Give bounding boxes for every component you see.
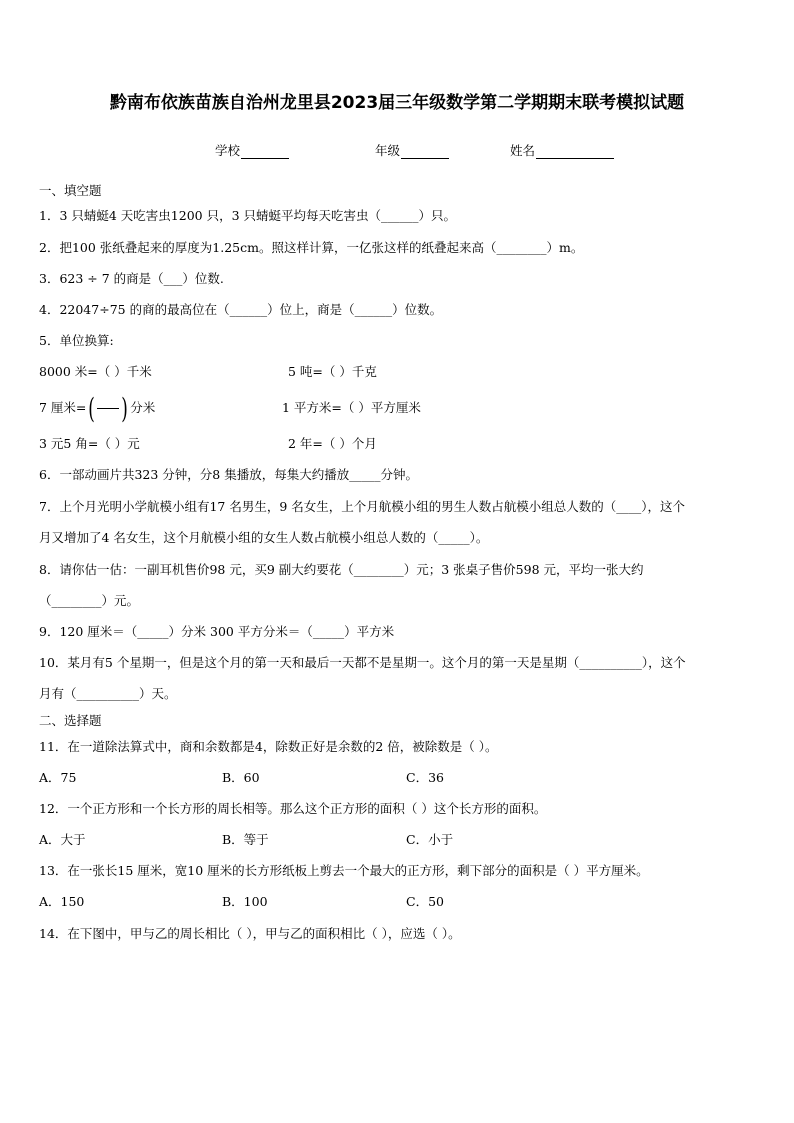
question-5-item-d: 1 平方米=（ ）平方厘米: [282, 400, 421, 415]
question-5-item-c-prefix: 7 厘米=: [39, 400, 87, 415]
section-heading-choice: 二、选择题: [39, 713, 102, 728]
question-5-item-e: 3 元5 角=（ ）元: [39, 436, 140, 451]
question-11-option-a[interactable]: A．75: [39, 770, 77, 785]
fraction-blank[interactable]: ( ): [88, 391, 129, 425]
question-11-option-c[interactable]: C．36: [406, 770, 444, 785]
question-13-option-a[interactable]: A．150: [39, 894, 85, 909]
question-13-option-b[interactable]: B．100: [222, 894, 268, 909]
question-7-line-1: 7．上个月光明小学航模小组有17 名男生，9 名女生，上个月航模小组的男生人数占航模小组总人数的（____），这个: [39, 499, 686, 514]
question-4: 4．22047÷75 的商的最高位在（______）位上，商是（______）位数。: [39, 302, 443, 317]
question-8-line-2: （________）元。: [39, 593, 140, 608]
question-7-line-2: 月又增加了4 名女生，这个月航模小组的女生人数占航模小组总人数的（_____）。: [39, 530, 489, 545]
question-5-item-b: 5 吨=（ ）千克: [288, 364, 377, 379]
question-12-option-b[interactable]: B．等于: [222, 832, 269, 847]
question-13: 13．在一张长15 厘米，宽10 厘米的长方形纸板上剪去一个最大的正方形，剩下部分的面积是（ ）平方厘米。: [39, 863, 649, 878]
question-5-item-f: 2 年=（ ）个月: [288, 436, 377, 451]
name-blank[interactable]: [536, 144, 614, 159]
school-label: 学校: [215, 143, 241, 158]
question-5-item-c-suffix: 分米: [130, 400, 156, 415]
question-12-option-c[interactable]: C．小于: [406, 832, 454, 847]
question-5-item-a: 8000 米=（ ）千米: [39, 364, 152, 379]
grade-field: [375, 141, 449, 159]
question-8-line-1: 8．请你估一估：一副耳机售价98 元，买9 副大约要花（________）元；3 张桌子售价598 元，平均一张大约: [39, 562, 644, 577]
question-12: 12．一个正方形和一个长方形的周长相等。那么这个正方形的面积（ ）这个长方形的面积。: [39, 801, 547, 816]
question-11-option-b[interactable]: B．60: [222, 770, 260, 785]
question-13-option-c[interactable]: C．50: [406, 894, 444, 909]
question-12-option-a[interactable]: A．大于: [39, 832, 86, 847]
section-heading-fill: 一、填空题: [39, 183, 102, 198]
question-1: 1．3 只蜻蜓4 天吃害虫1200 只，3 只蜻蜓平均每天吃害虫（______）只。: [39, 208, 457, 223]
question-10-line-1: 10．某月有5 个星期一，但是这个月的第一天和最后一天都不是星期一。这个月的第一天是星期（__________），这个: [39, 655, 686, 670]
question-3: 3．623 ÷ 7 的商是（___）位数.: [39, 271, 224, 286]
question-2: 2．把100 张纸叠起来的厚度为1.25cm。照这样计算，一亿张这样的纸叠起来高（________）m。: [39, 240, 584, 255]
question-5: 5．单位换算:: [39, 333, 114, 348]
question-9: 9．120 厘米＝（_____）分米 300 平方分米＝（_____）平方米: [39, 624, 395, 639]
question-14: 14．在下图中，甲与乙的周长相比（ ），甲与乙的面积相比（ ），应选（ ）。: [39, 926, 461, 941]
school-blank[interactable]: [241, 144, 289, 159]
question-11: 11．在一道除法算式中，商和余数都是4，除数正好是余数的2 倍，被除数是（ ）。: [39, 739, 498, 754]
grade-label: 年级: [375, 143, 401, 158]
grade-blank[interactable]: [401, 144, 449, 159]
question-10-line-2: 月有（__________）天。: [39, 686, 177, 701]
name-field: [510, 141, 614, 159]
question-5-item-c: [39, 391, 156, 425]
question-6: 6．一部动画片共323 分钟，分8 集播放，每集大约播放_____分钟。: [39, 467, 418, 482]
page-title: 黔南布依族苗族自治州龙里县2023届三年级数学第二学期期末联考模拟试题: [109, 93, 685, 113]
name-label: 姓名: [510, 143, 536, 158]
school-field: [215, 141, 289, 159]
